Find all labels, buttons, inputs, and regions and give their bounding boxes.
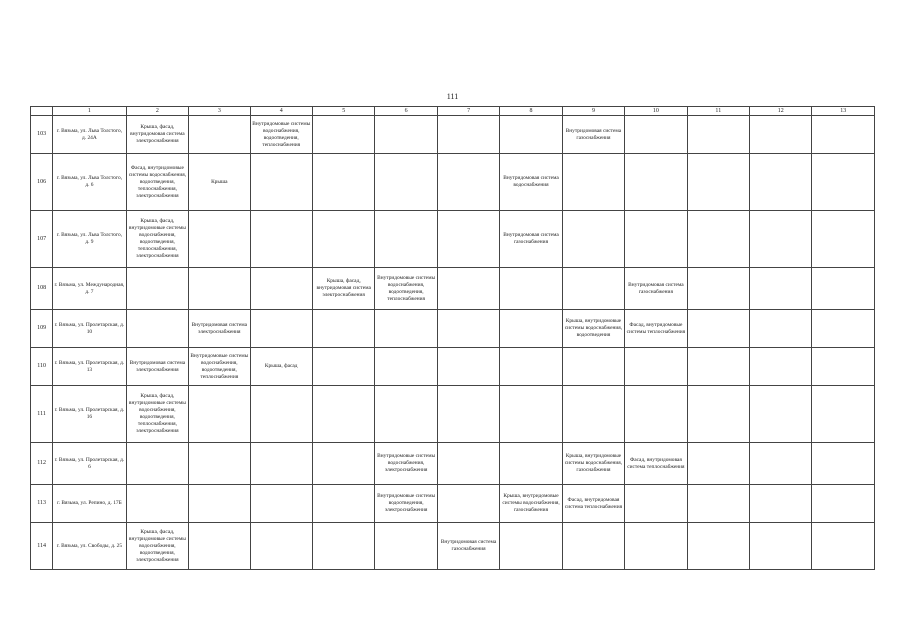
work-cell: Фасад, внутридомовые системы водоснабжения, водоотведения, теплоснабжения, электроснабжения <box>126 154 188 211</box>
work-cell <box>562 211 624 268</box>
work-cell <box>312 116 374 154</box>
work-cell <box>750 268 812 310</box>
work-cell: Внутридомовая система электроснабжения <box>126 348 188 386</box>
table-row <box>31 310 875 348</box>
work-cell <box>312 310 374 348</box>
column-header: 12 <box>750 107 812 116</box>
work-cell <box>437 443 499 485</box>
column-header: 7 <box>437 107 499 116</box>
work-cell <box>687 523 749 570</box>
work-cell <box>750 310 812 348</box>
header-blank <box>31 107 53 116</box>
work-cell <box>625 485 687 523</box>
work-cell <box>250 443 312 485</box>
work-cell: Крыша, фасад, внутридомовые системы водоснабжения, водоотведения, электроснабжения <box>126 523 188 570</box>
work-cell <box>562 268 624 310</box>
work-cell: Крыша, внутридомовые системы водоснабжения, водоотведения <box>562 310 624 348</box>
work-cell <box>312 348 374 386</box>
row-number-cell: 112 <box>31 443 53 485</box>
work-cell <box>189 386 250 443</box>
row-number-cell: 103 <box>31 116 53 154</box>
work-cell <box>250 523 312 570</box>
address-cell: г. Вязьма, ул. Льва Толстого, д. 9 <box>53 211 127 268</box>
column-header: 2 <box>126 107 188 116</box>
work-cell <box>437 310 499 348</box>
work-cell <box>312 386 374 443</box>
work-cell <box>750 523 812 570</box>
address-cell: г. Вязьма, ул. Льва Толстого, д. 24А <box>53 116 127 154</box>
column-header: 1 <box>53 107 127 116</box>
work-cell <box>687 268 749 310</box>
work-cell <box>687 386 749 443</box>
work-cell <box>312 523 374 570</box>
work-cell <box>312 443 374 485</box>
work-cell <box>812 443 875 485</box>
work-cell <box>500 348 562 386</box>
work-cell: Крыша, фасад, внутридомовая система электроснабжения <box>126 116 188 154</box>
column-header: 8 <box>500 107 562 116</box>
table-row <box>31 116 875 154</box>
work-cell <box>500 523 562 570</box>
table-row <box>31 268 875 310</box>
work-cell <box>812 386 875 443</box>
work-cell <box>687 348 749 386</box>
work-cell <box>750 154 812 211</box>
work-cell: Фасад, внутридомовая система теплоснабжения <box>562 485 624 523</box>
work-cell <box>375 348 437 386</box>
work-cell <box>625 116 687 154</box>
work-cell <box>750 443 812 485</box>
address-cell: г. Вязьма, ул. Международная, д. 7 <box>53 268 127 310</box>
work-cell <box>437 211 499 268</box>
work-cell <box>189 523 250 570</box>
work-cell <box>250 268 312 310</box>
table-row <box>31 154 875 211</box>
work-cell <box>437 268 499 310</box>
work-cell <box>687 154 749 211</box>
work-cell: Крыша, фасад, внутридомовая система электроснабжения <box>312 268 374 310</box>
row-number-cell: 114 <box>31 523 53 570</box>
work-cell <box>189 116 250 154</box>
work-cell <box>625 386 687 443</box>
work-cell: Крыша, фасад <box>250 348 312 386</box>
work-cell <box>562 154 624 211</box>
work-cell <box>812 485 875 523</box>
work-cell <box>375 523 437 570</box>
work-cell <box>250 310 312 348</box>
work-cell: Крыша, фасад, внутридомовые системы водоснабжения, водоотведения, теплоснабжения, электроснабжения <box>126 211 188 268</box>
work-cell: Крыша, внутридомовые системы водоснабжения, газоснабжения <box>500 485 562 523</box>
work-cell: Внутридомовая система газоснабжения <box>562 116 624 154</box>
row-number-cell: 110 <box>31 348 53 386</box>
work-cell <box>437 348 499 386</box>
column-header: 3 <box>189 107 250 116</box>
work-cell <box>375 310 437 348</box>
work-cell <box>250 386 312 443</box>
work-cell <box>812 154 875 211</box>
work-cell <box>437 485 499 523</box>
address-cell: г. Вязьма, ул. Пролетарская, д. 6 <box>53 443 127 485</box>
work-cell: Фасад, внутридомовая система теплоснабжения <box>625 443 687 485</box>
page-number: 111 <box>446 92 459 101</box>
capital-repair-schedule-table <box>30 106 875 570</box>
work-cell <box>189 268 250 310</box>
work-cell <box>250 485 312 523</box>
work-cell <box>625 211 687 268</box>
work-cell: Крыша, внутридомовые системы водоснабжения, газоснабжения <box>562 443 624 485</box>
column-header: 5 <box>312 107 374 116</box>
table-row <box>31 523 875 570</box>
table-row <box>31 348 875 386</box>
work-cell <box>812 268 875 310</box>
work-cell <box>437 386 499 443</box>
column-header: 13 <box>812 107 875 116</box>
column-header: 10 <box>625 107 687 116</box>
row-number-cell: 113 <box>31 485 53 523</box>
work-cell <box>312 211 374 268</box>
row-number-cell: 107 <box>31 211 53 268</box>
column-header: 6 <box>375 107 437 116</box>
work-cell: Внутридомовые системы водоснабжения, водоотведения, теплоснабжения <box>250 116 312 154</box>
work-cell <box>562 348 624 386</box>
work-cell <box>500 310 562 348</box>
work-cell <box>687 443 749 485</box>
work-cell <box>812 348 875 386</box>
work-cell <box>189 211 250 268</box>
column-header: 9 <box>562 107 624 116</box>
work-cell <box>687 310 749 348</box>
work-cell <box>500 268 562 310</box>
address-cell: г. Вязьма, ул. Пролетарская, д. 10 <box>53 310 127 348</box>
work-cell <box>312 485 374 523</box>
work-cell: Фасад, внутридомовые системы теплоснабжения <box>625 310 687 348</box>
work-cell <box>812 116 875 154</box>
work-cell: Внутридомовая система водоснабжения <box>500 154 562 211</box>
work-cell: Крыша, фасад, внутридомовые системы водоснабжения, водоотведения, теплоснабжения, электроснабжения <box>126 386 188 443</box>
work-cell <box>189 443 250 485</box>
address-cell: г. Вязьма, ул. Репино, д. 17Б <box>53 485 127 523</box>
address-cell: г. Вязьма, ул. Льва Толстого, д. 6 <box>53 154 127 211</box>
work-cell <box>375 211 437 268</box>
column-header: 11 <box>687 107 749 116</box>
work-cell <box>437 116 499 154</box>
row-number-cell: 111 <box>31 386 53 443</box>
work-cell <box>126 268 188 310</box>
work-cell <box>250 154 312 211</box>
work-cell <box>812 310 875 348</box>
work-cell <box>312 154 374 211</box>
work-cell <box>126 310 188 348</box>
address-cell: г. Вязьма, ул. Пролетарская, д. 13 <box>53 348 127 386</box>
work-cell: Внутридомовая система газоснабжения <box>625 268 687 310</box>
work-cell: Внутридомовая система газоснабжения <box>500 211 562 268</box>
work-cell <box>437 154 499 211</box>
work-cell <box>750 348 812 386</box>
work-cell <box>375 116 437 154</box>
work-cell <box>687 211 749 268</box>
column-header: 4 <box>250 107 312 116</box>
work-cell <box>500 116 562 154</box>
work-cell <box>562 523 624 570</box>
work-cell: Внутридомовые системы водоотведения, электроснабжения <box>375 485 437 523</box>
row-number-cell: 108 <box>31 268 53 310</box>
work-cell <box>750 386 812 443</box>
work-cell <box>375 386 437 443</box>
work-cell <box>625 348 687 386</box>
work-cell: Внутридомовые системы водоснабжения, водоотведения, теплоснабжения <box>189 348 250 386</box>
work-cell <box>687 116 749 154</box>
address-cell: г. Вязьма, ул. Пролетарская, д. 16 <box>53 386 127 443</box>
work-cell <box>126 485 188 523</box>
work-cell: Внутридомовые системы водоснабжения, водоотведения, теплоснабжения <box>375 268 437 310</box>
work-cell <box>750 116 812 154</box>
table-row <box>31 211 875 268</box>
work-cell <box>189 485 250 523</box>
work-cell <box>687 485 749 523</box>
work-cell <box>500 386 562 443</box>
work-cell <box>562 386 624 443</box>
table-row <box>31 386 875 443</box>
work-cell <box>750 485 812 523</box>
table-row <box>31 485 875 523</box>
row-number-cell: 106 <box>31 154 53 211</box>
work-cell <box>812 211 875 268</box>
work-cell <box>812 523 875 570</box>
work-cell <box>250 211 312 268</box>
work-cell <box>625 154 687 211</box>
work-cell: Внутридомовая система газоснабжения <box>437 523 499 570</box>
work-cell <box>750 211 812 268</box>
work-cell <box>500 443 562 485</box>
address-cell: г. Вязьма, ул. Свободы, д. 25 <box>53 523 127 570</box>
work-cell: Крыша <box>189 154 250 211</box>
row-number-cell: 109 <box>31 310 53 348</box>
work-cell: Внутридомовые системы водоснабжения, электроснабжения <box>375 443 437 485</box>
work-cell <box>375 154 437 211</box>
table-row <box>31 443 875 485</box>
header-row <box>31 107 875 116</box>
work-cell <box>126 443 188 485</box>
work-cell <box>625 523 687 570</box>
work-cell: Внутридомовая система электроснабжения <box>189 310 250 348</box>
